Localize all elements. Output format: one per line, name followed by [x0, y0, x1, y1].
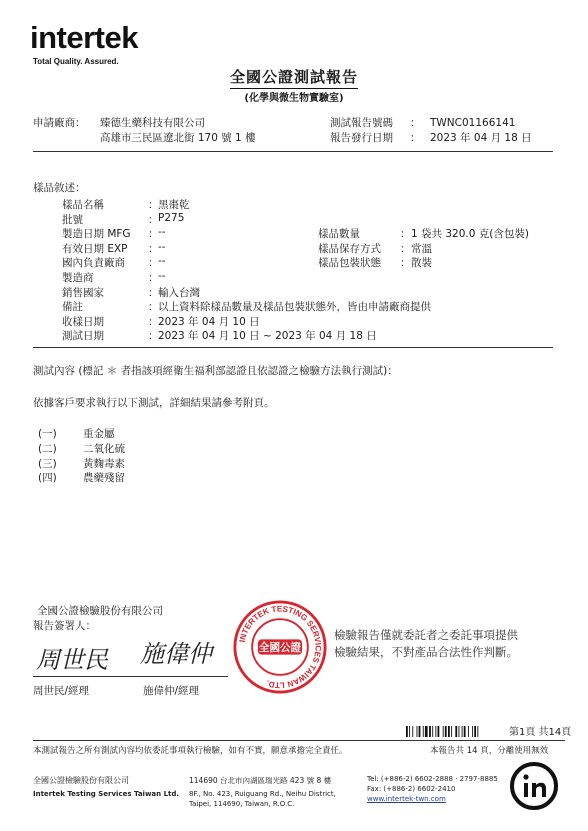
footer-website-link[interactable]: www.intertek-twn.com — [367, 795, 446, 803]
signer-2: 施偉仲/經理 — [143, 685, 200, 697]
divider — [33, 740, 565, 741]
report-subtitle: (化學與微生物實驗室) — [244, 93, 344, 104]
report-number-label: 測試報告號碼 — [330, 117, 393, 129]
intertek-circle-logo-icon — [509, 761, 559, 811]
sample-field-value: -- — [158, 270, 166, 282]
footer-fax: Fax: (+886-2) 6602-2410 — [367, 785, 456, 793]
signature-company: 全國公證檢驗股份有限公司 — [37, 605, 163, 617]
footer-company-zh: 全國公證檢驗股份有限公司 — [33, 776, 129, 785]
test-content: 測試內容 (標記 ＊ 者指該項經衛生福利部認證且依認證之檢驗方法執行測試)： — [33, 365, 398, 377]
sample-field-label: 國內負責廠商 — [62, 257, 125, 270]
sample-field-label: 收樣日期 — [62, 315, 104, 328]
signature-1: 周世民 — [36, 646, 108, 674]
test-instruction: 依據客戶要求執行以下測試，詳細結果請參考附頁。 — [33, 397, 275, 409]
sample-field-value: 2023 年 04 月 10 日 ~ 2023 年 04 月 18 日 — [158, 330, 377, 343]
applicant-address: 高雄市三民區遼北街 170 號 1 樓 — [100, 132, 256, 144]
divider — [33, 347, 553, 348]
colon: ： — [148, 330, 159, 343]
test-item-number: (四) — [38, 472, 57, 485]
colon: ： — [148, 199, 159, 211]
colon: ： — [410, 132, 421, 144]
disclaimer-line-2: 檢驗結果，不對產品合法性作判斷。 — [334, 645, 518, 659]
report-number-value: TWNC01166141 — [430, 117, 516, 129]
sample-field-value: -- — [158, 255, 166, 268]
footer-address-en-2: Taipei, 114690, Taiwan, R.O.C. — [189, 800, 295, 808]
sample-field-value: 以上資料除樣品數量及樣品包裝狀態外，皆由申請廠商提供 — [158, 301, 431, 314]
sample-field-label: 測試日期 — [62, 330, 104, 343]
sample-right-value: 散裝 — [411, 257, 432, 270]
sample-field-label: 製造商 — [62, 272, 94, 284]
sample-field-value: -- — [158, 240, 166, 253]
report-title-wrap — [0, 66, 588, 89]
sample-right-label: 樣品數量 — [318, 228, 360, 240]
sample-field-label: 樣品名稱 — [62, 199, 104, 211]
colon: ： — [148, 242, 159, 255]
seal-ring-text: INTERTEK TESTING SERVICES TAIWAN LTD. — [237, 604, 323, 690]
barcode-icon — [406, 726, 506, 737]
sample-right-value: 1 袋共 320.0 克(含包裝) — [411, 228, 529, 240]
colon: ： — [148, 257, 159, 270]
report-title: 全國公證測試報告 — [230, 66, 358, 89]
colon: ： — [148, 228, 159, 241]
sample-field-label: 批號 — [62, 213, 83, 226]
test-item-number: (一) — [38, 428, 57, 440]
sample-field-value: 2023 年 04 月 10 日 — [158, 315, 260, 328]
test-item-name: 重金屬 — [83, 428, 115, 440]
sample-right-label: 樣品保存方式 — [318, 242, 381, 255]
sample-field-value: P275 — [158, 211, 185, 224]
colon: ： — [148, 272, 159, 284]
signature-2: 施偉仲 — [140, 640, 212, 668]
colon: ： — [148, 213, 159, 226]
test-item-name: 黃麴毒素 — [83, 457, 125, 470]
seal-center-text: 全國公證 — [258, 641, 302, 654]
test-item-name: 農藥殘留 — [83, 472, 125, 485]
colon: ： — [148, 315, 159, 328]
sample-field-value: -- — [158, 226, 166, 239]
page-info: 第1頁 共14頁 — [509, 727, 572, 738]
footer-address-en-1: 8F., No. 423, Ruiguang Rd., Neihu District, — [189, 790, 336, 798]
footer-page-note: 本報告共 14 頁，分離使用無效 — [430, 746, 549, 756]
colon: ： — [400, 228, 411, 240]
footer-statement: 本測試報告之所有測試內容均依委託事項執行檢驗，如有不實，願意承擔完全責任。 — [33, 746, 348, 756]
colon: ： — [148, 286, 159, 299]
applicant-name: 臻德生藥科技有限公司 — [100, 117, 205, 129]
sample-field-label: 製造日期 MFG — [62, 228, 131, 241]
colon: ： — [400, 242, 411, 255]
disclaimer-line-1: 檢驗報告僅就委託者之委託事項提供 — [334, 628, 518, 642]
intertek-logo: intertek — [30, 20, 138, 55]
signer-1: 周世民/經理 — [33, 685, 90, 697]
sample-field-label: 有效日期 EXP — [62, 242, 128, 255]
signer-label: 報告簽署人： — [33, 620, 96, 632]
sample-field-value: 黑棗乾 — [158, 199, 190, 211]
sample-right-label: 樣品包裝狀態 — [318, 257, 381, 270]
footer-company-en: Intertek Testing Services Taiwan Ltd. — [33, 790, 180, 798]
sample-field-label: 銷售國家 — [62, 286, 104, 299]
sample-heading: 樣品敘述： — [33, 182, 86, 194]
applicant-label: 申請廠商： — [33, 117, 86, 129]
test-item-number: (三) — [38, 457, 57, 470]
footer-tel: Tel: (+886-2) 6602-2888 · 2797-8885 — [367, 775, 498, 783]
report-date-value: 2023 年 04 月 18 日 — [430, 132, 532, 144]
company-seal-icon — [232, 599, 328, 695]
sample-field-label: 備註 — [62, 301, 83, 314]
footer-address-zh: 114690 台北市內湖區瑞光路 423 號 8 樓 — [189, 776, 332, 785]
sample-field-value: 輸入台灣 — [158, 286, 200, 299]
colon: ： — [400, 257, 411, 270]
brand-tagline: Total Quality. Assured. — [33, 57, 119, 66]
report-date-label: 報告發行日期 — [330, 132, 393, 144]
colon: ： — [148, 301, 159, 314]
sample-right-value: 常溫 — [411, 242, 432, 255]
test-item-number: (二) — [38, 442, 57, 455]
divider — [33, 151, 553, 152]
test-item-name: 二氧化硫 — [83, 442, 125, 455]
signature-line — [33, 676, 228, 677]
colon: ： — [410, 117, 421, 129]
